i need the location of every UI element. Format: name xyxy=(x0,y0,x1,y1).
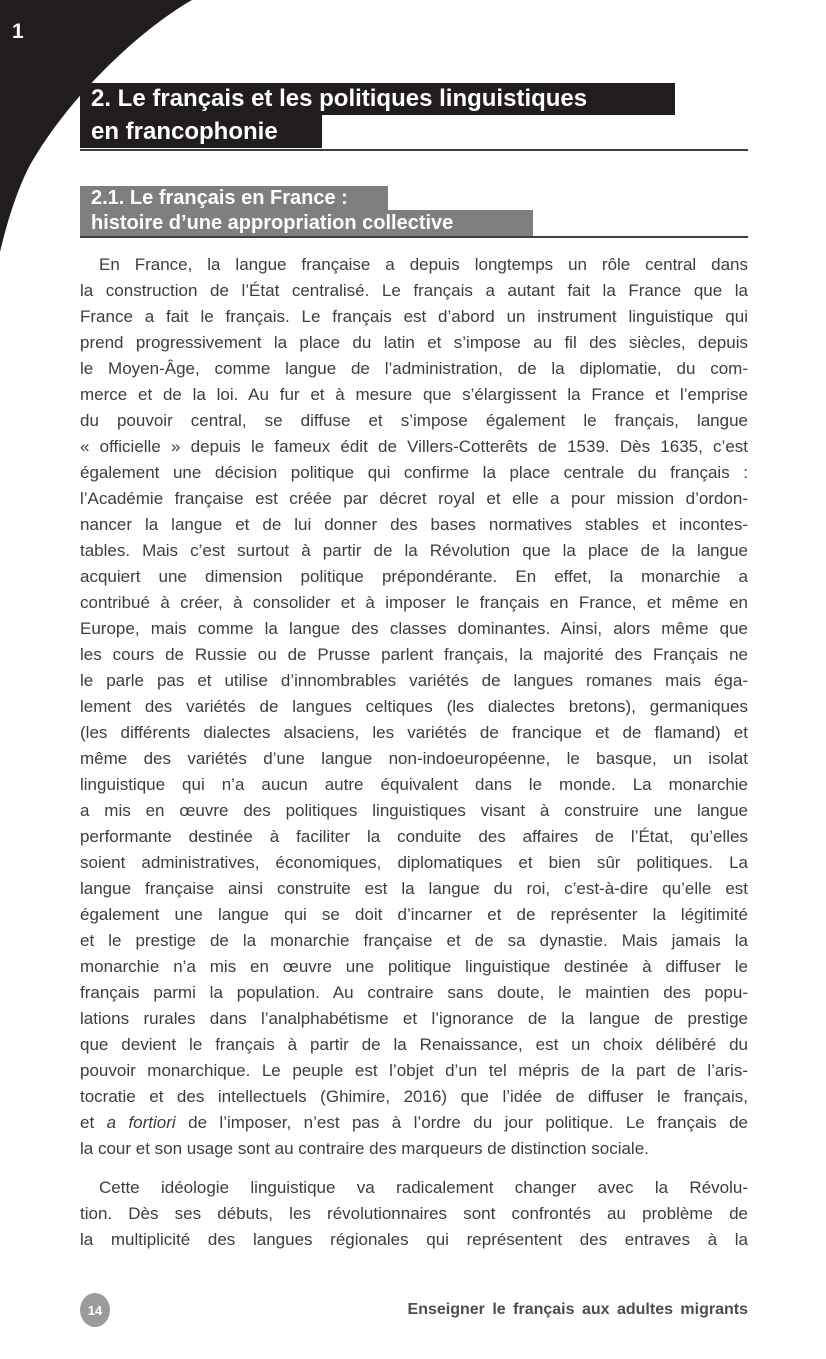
text-line: pouvoir monarchique. Le peuple est l’objet d’un tel mépris de la part de l’aris- xyxy=(80,1061,748,1080)
text-line: contribué à créer, à consolider et à imposer le français en France, et même en xyxy=(80,593,748,612)
text-line: acquiert une dimension politique prépondérante. En effet, la monarchie a xyxy=(80,567,748,586)
paragraph xyxy=(80,252,748,1162)
text-line: les cours de Russie ou de Prusse parlent français, la majorité des Français ne xyxy=(80,645,748,664)
text-line: la cour et son usage sont au contraire des marqueurs de distinction sociale. xyxy=(80,1139,649,1158)
running-footer-title: Enseigner le français aux adultes migrants xyxy=(407,1301,748,1318)
text-line: En France, la langue française a depuis longtemps un rôle central dans xyxy=(99,255,748,274)
text-line: même des variétés d’une langue non-indoeuropéenne, le basque, un isolat xyxy=(80,749,748,768)
text-line: lement des variétés de langues celtiques (les dialectes bretons), germaniques xyxy=(80,697,748,716)
text-line: tables. Mais c’est surtout à partir de la Révolution que la place de la langue xyxy=(80,541,748,560)
section-heading xyxy=(80,83,675,148)
text-line: merce et de la loi. Au fur et à mesure que s’élargissent la France et l’emprise xyxy=(80,385,748,404)
text-line: monarchie n’a mis en œuvre une politique linguistique destinée à diffuser le xyxy=(80,957,748,976)
text-line: linguistique qui n’a aucun autre équivalent dans le monde. La monarchie xyxy=(80,775,748,794)
page-number-badge xyxy=(80,1293,110,1327)
text-line: français parmi la population. Au contraire sans doute, le maintien des popu- xyxy=(80,983,748,1002)
chapter-number: 1 xyxy=(12,20,24,43)
section-heading-line2: en francophonie xyxy=(80,115,322,148)
subsection-heading xyxy=(80,186,533,236)
subsection-heading-line1: 2.1. Le français en France : xyxy=(80,186,388,210)
text-line: et le prestige de la monarchie française et de sa dynastie. Mais jamais la xyxy=(80,931,748,950)
text-line: (les différents dialectes alsaciens, les variétés de francique et de flamand) et xyxy=(80,723,748,742)
text-line: que devient le français à partir de la Renaissance, est un choix délibéré du xyxy=(80,1035,748,1054)
text-line: nancer la langue et de lui donner des bases normatives stables et incontes- xyxy=(80,515,748,534)
text-line: également une décision politique qui confirme la place centrale du français : xyxy=(80,463,748,482)
text-line: prend progressivement la place du latin et s’impose au fil des siècles, depuis xyxy=(80,333,748,352)
body-text xyxy=(80,252,748,1266)
text-line: performante destinée à faciliter la conduite des affaires de l’État, qu’elles xyxy=(80,827,748,846)
text-line: lations rurales dans l’analphabétisme et l’ignorance de la langue de prestige xyxy=(80,1009,748,1028)
text-line: la multiplicité des langues régionales qui représentent des entraves à la xyxy=(80,1230,748,1249)
text-line: le Moyen-Âge, comme langue de l’administration, de la diplomatie, du com- xyxy=(80,359,748,378)
text-line: France a fait le français. Le français est d’abord un instrument linguistique qui xyxy=(80,307,748,326)
text-line: tocratie et des intellectuels (Ghimire, 2016) que l’idée de diffuser le français, xyxy=(80,1087,748,1106)
section-heading-line1: 2. Le français et les politiques linguistiques xyxy=(80,83,675,115)
text-line: également une langue qui se doit d’incarner et de représenter la légitimité xyxy=(80,905,748,924)
paragraph xyxy=(80,1175,748,1253)
text-line: Europe, mais comme la langue des classes dominantes. Ainsi, alors même que xyxy=(80,619,748,638)
text-line: a mis en œuvre des politiques linguistiques visant à construire une langue xyxy=(80,801,748,820)
subheading-rule xyxy=(80,236,748,238)
text-line: tion. Dès ses débuts, les révolutionnaires sont confrontés au problème de xyxy=(80,1204,748,1223)
text-line: le parle pas et utilise d’innombrables variétés de langues romanes mais éga- xyxy=(80,671,748,690)
text-line: soient administratives, économiques, diplomatiques et bien sûr politiques. La xyxy=(80,853,748,872)
text-line: « officielle » depuis le fameux édit de Villers-Cotterêts de 1539. Dès 1635, c’est xyxy=(80,437,748,456)
text-line: du pouvoir central, se diffuse et s’impose également le français, langue xyxy=(80,411,748,430)
page-number: 14 xyxy=(87,1302,103,1318)
heading-rule xyxy=(80,149,748,151)
text-line: l’Académie française est créée par décret royal et elle a pour mission d’ordon- xyxy=(80,489,748,508)
text-line: Cette idéologie linguistique va radicalement changer avec la Révolu- xyxy=(99,1178,748,1197)
text-line: la construction de l’État centralisé. Le français a autant fait la France que la xyxy=(80,281,748,300)
text-line: langue française ainsi construite est la langue du roi, c’est-à-dire qu’elle est xyxy=(80,879,748,898)
text-line: et a fortiori de l’imposer, n’est pas à l’ordre du jour politique. Le français de xyxy=(80,1113,748,1132)
subsection-heading-line2: histoire d’une appropriation collective xyxy=(80,210,533,236)
